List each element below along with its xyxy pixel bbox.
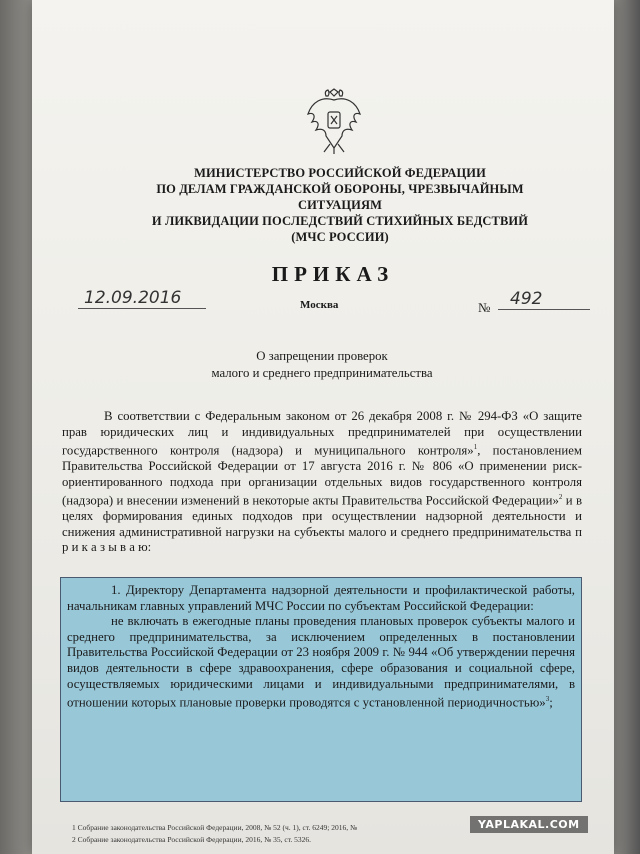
- preamble-part-1: В соответствии с Федеральным законом от 26 декабря 2008 г. № 294-ФЗ «О защите прав юридических лиц и индивидуальных предпринимателей при осуществлении государственного контроля (надзора) и муниципального контроля»: [62, 409, 582, 458]
- highlighted-clause: [60, 577, 582, 802]
- order-subject: [172, 348, 472, 382]
- footnote-1: 1 Собрание законодательства Российской Федерации, 2008, № 52 (ч. 1), ст. 6249; 2016, №: [72, 823, 358, 832]
- preamble-part-2: , постановлением Правительства Российской Федерации от 17 августа 2016 г. № 806 «О применении риск-ориентированного подхода при организации отдельных видов государственного контроля (надзора) и внесении изменений в некоторые акты Правительства Российской Федерации»: [62, 443, 583, 508]
- coat-of-arms-emblem: [304, 86, 364, 156]
- ministry-line-1: МИНИСТЕРСТВО РОССИЙСКОЙ ФЕДЕРАЦИИ: [194, 166, 486, 180]
- footnote-ref-3: 3: [545, 695, 550, 704]
- site-watermark: YAPLAKAL.COM: [470, 816, 588, 833]
- ministry-header: [128, 165, 552, 245]
- clause-1-end: ;: [549, 695, 553, 710]
- footnote-2: 2 Собрание законодательства Российской Федерации, 2016, № 35, ст. 5326.: [72, 835, 312, 844]
- order-city: Москва: [300, 299, 339, 311]
- clause-1-text: не включать в ежегодные планы проведения плановых проверок субъекты малого и среднего предпринимательства, за исключением определенных в постановлении Правительства Российской Федерации от 23 ноября 2009 г. № 944 «Об утверждении перечня видов деятельности в сфере здравоохранения, сфере образования и социальной сфере, осуществляемых юридическими лицами и индивидуальными предпринимателями, в отношении которых плановые проверки проводятся с установленной периодичностью»: [67, 614, 575, 710]
- ministry-line-4: (МЧС РОССИИ): [291, 230, 389, 244]
- ministry-line-2: ПО ДЕЛАМ ГРАЖДАНСКОЙ ОБОРОНЫ, ЧРЕЗВЫЧАЙНЫМ СИТУАЦИЯМ: [156, 182, 524, 212]
- clause-1-body: [67, 614, 575, 711]
- footnote-ref-2: 2: [558, 493, 563, 502]
- preamble-paragraph: [62, 409, 582, 556]
- subject-line-2: малого и среднего предпринимательства: [211, 366, 433, 380]
- clause-1-heading: 1. Директору Департамента надзорной деятельности и профилактической работы, начальникам главных управлений МЧС России по субъектам Российской Федерации:: [67, 583, 575, 613]
- order-number: 492: [498, 289, 590, 310]
- order-date: 12.09.2016: [78, 288, 206, 309]
- subject-line-1: О запрещении проверок: [256, 349, 388, 363]
- ministry-line-3: И ЛИКВИДАЦИИ ПОСЛЕДСТВИЙ СТИХИЙНЫХ БЕДСТВИЙ: [151, 214, 529, 228]
- preamble-part-3: и в целях формирования единых подходов при осуществлении надзорной деятельности и снижения административной нагрузки на субъекты малого и среднего предпринимательства п р и к а з ы в а ю:: [62, 493, 582, 555]
- order-title: ПРИКАЗ: [271, 262, 395, 286]
- document-page: [32, 0, 614, 854]
- footnote-ref-1: 1: [473, 443, 478, 452]
- order-number-sign: №: [478, 300, 491, 315]
